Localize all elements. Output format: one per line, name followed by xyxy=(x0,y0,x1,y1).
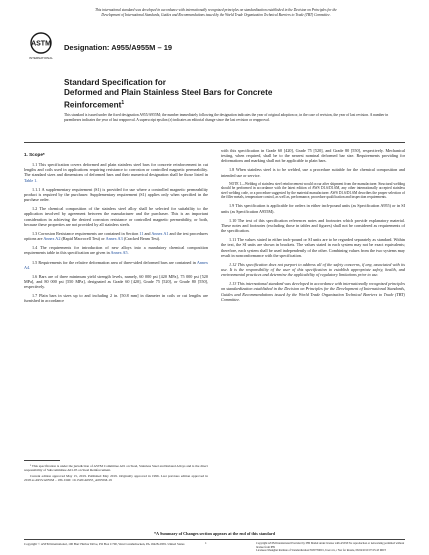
paragraph-1-1-1: 1.1.1 A supplementary requirement (S1) is provided for use where a controlled magnetic permeability product is required by the purchaser. Supplementary requirement (S1) applies only when specified in the purchase order. xyxy=(24,186,208,203)
paragraph-1-5 xyxy=(24,260,208,270)
p1-3-text-a: 1.3 Corrosion Resistance requirements are contained in Section xyxy=(32,230,139,236)
astm-logo-icon xyxy=(28,32,54,64)
left-column xyxy=(24,148,208,308)
header-divider xyxy=(24,142,405,143)
link-annex-a2[interactable]: Annex A2 xyxy=(43,236,61,242)
paragraph-1-1 xyxy=(24,162,208,183)
international-standard-notice xyxy=(24,8,408,18)
license-stamp xyxy=(256,542,406,553)
title-footnote-ref[interactable]: 1 xyxy=(121,100,125,106)
paragraph-1-4 xyxy=(24,245,208,255)
title-line-3-text: Reinforcement xyxy=(64,100,122,110)
paragraph-1-11: 1.11 The values stated in either inch-pound or SI units are to be regarded separately as standard. Within the text, the SI units are shown in brackets. The values stated in each system may not be exact equivalents; therefore, each system shall be used independently of the other. Combining values from the two systems may result in nonconformance with the specification. xyxy=(221,237,405,258)
p1-3-text-d: (Rapid Macrocell Test) or xyxy=(61,236,105,242)
note-1: NOTE 1—Welding of stainless steel reinforcement would occur after shipment from the manufacturer. Structural welding should be performed in accordance with the latest edition of AWS D1.6/D1.6M, any other internationally accepted stainless steel welding code, or a procedure suggested by the material manufacturer. AWS D1.6/D1.6M describes the proper selection of the filler metals, temperature control, as well as, performance, procedure qualification and inspection requirements. xyxy=(221,181,405,199)
link-annex-a5[interactable]: Annex A5. xyxy=(110,250,129,256)
summary-of-changes-note: *A Summary of Changes section appears at the end of this standard xyxy=(153,531,276,536)
issuance-note: This standard is issued under the fixed designation A955/A955M; the number immediately following the designation indicates the year of original adoption or, in the case of revision, the year of last revision. A number in parentheses indicates the year of last reapproval. A superscript epsilon (ε) indicates an editorial change since the last revision or reapproval. xyxy=(64,113,389,122)
p1-1-text: 1.1 This specification covers deformed and plain stainless steel bars for concrete reinforcement in cut lengths and coils used in applications requiring resistance to corrosion or controlled magnetic permeability. The standard sizes and dimensions of deformed bars and their numerical designation shall be those listed in xyxy=(24,162,208,178)
paragraph-1-6: 1.6 Bars are of three minimum yield strength levels, namely, 60 000 psi [420 MPa], 75 000 psi [520 MPa], and 80 000 psi [550 MPa], designated as Grade 60 [420], Grade 75 [520], or Grade 80 [550], respectively. xyxy=(24,273,208,290)
footer-divider xyxy=(24,539,405,540)
link-annex-a1[interactable]: Annex A1 xyxy=(151,230,169,236)
paragraph-1-12: 1.12 This specification does not purport to address all of the safety concerns, if any, associated with its use. It is the responsibility of the user of this specification to establish appropriate safety, health, and environmental practices and determine the applicability of regulatory limitations prior to use. xyxy=(221,261,405,278)
paragraph-1-8: 1.8 When stainless steel is to be welded, use a procedure suitable for the chemical composition and intended use or service. xyxy=(221,167,405,178)
paragraph-1-2: 1.2 The chemical composition of the stainless steel alloy shall be selected for suitability to the application involved by agreement between the manufacturer and the purchaser. This is an important consideration in achieving the desired corrosion resistance or controlled magnetic permeability, or both, because these properties are not provided by all stainless steels. xyxy=(24,206,208,227)
notice-line-1: This international standard was developed in accordance with internationally recognized principles on standardization established in the Decision on Principles for the xyxy=(95,8,337,12)
link-table-1[interactable]: Table 1. xyxy=(24,177,38,183)
title-line-2: Deformed and Plain Stainless Steel Bars for Concrete xyxy=(64,88,273,97)
paragraph-1-13: 1.13 This international standard was developed in accordance with internationally recognized principles on standardization established in the Decision on Principles for the Development of International Standards, Guides and Recommendations issued by the World Trade Organization Technical Barriers to Trade (TBT) Committee. xyxy=(221,281,405,302)
p1-3-text-c: and the test procedures options are xyxy=(24,230,209,242)
footnote-divider xyxy=(24,460,60,461)
p1-4-text: 1.4 The requirements for introduction of new alloys into a mandatory chemical composition requirements table in this specification are given in xyxy=(24,245,208,256)
paragraph-1-3 xyxy=(24,231,208,241)
right-column xyxy=(221,148,405,306)
title-line-1: Standard Specification for xyxy=(64,78,166,87)
link-annex-a4[interactable]: Annex A4. xyxy=(24,259,208,270)
astm-logo xyxy=(28,32,54,64)
p1-5-text: 1.5 Requirements for the relative deformation area of three-sided deformed bars are contained in xyxy=(32,259,196,265)
standard-title xyxy=(64,78,344,111)
license-line-b: Licensee=Shanghai Institute of Standardization/5930739001, User=xx, r Not for Resale, 06/04/2019 07:25:43 MDT xyxy=(256,549,386,553)
paragraph-1-10: 1.10 The text of this specification references notes and footnotes which provide explanatory material. These notes and footnotes (excluding those in tables and figures) shall not be considered as requirements of the specification. xyxy=(221,217,405,234)
p1-3-text-b: and xyxy=(144,230,151,236)
notice-line-2: Development of International Standards, Guides and Recommendations issued by the World Trade Organization Technical Barriers to Trade (TBT) Committee. xyxy=(101,13,331,17)
footnotes xyxy=(24,464,208,484)
paragraph-1-7: 1.7 Plain bars in sizes up to and including 2 in. [50.8 mm] in diameter in coils or cut lengths are furnished in accordance xyxy=(24,293,208,304)
link-annex-a3[interactable]: Annex A3 xyxy=(105,236,123,242)
p1-3-text-e: (Cracked Beam Test). xyxy=(123,236,161,242)
page-number: 1 xyxy=(205,541,207,545)
copyright-notice: Copyright © ASTM International, 100 Barr Harbor Drive, PO Box C700, West Conshohocken, PA 19428-2959. United States xyxy=(24,542,185,546)
paragraph-1-9: 1.9 This specification is applicable for orders in either inch-pound units (as Specification A955) or in SI units (as Specification A955M). xyxy=(221,203,405,214)
section-heading-scope: 1. Scope* xyxy=(24,152,45,157)
paragraph-1-7-continued: with this specification in Grade 60 [420], Grade 75 [520], and Grade 80 [550], respectively. Mechanical testing, when required, shall be to the nearest nominal deformed bar size. Requirements providing for deformations and marking shall not be applicable to plain bars. xyxy=(221,148,405,164)
footnote-edition: Current edition approved May 15, 2019. Published May 2019. Originally approved in 1996. Last previous edition approved in 2018 as A955/A955M – 18b. DOI: 10.1520/A0955_A0955M-19 xyxy=(24,474,208,483)
license-line-a: Copyright ASTM International Provided by IHS Markit under license with ASTM No reproduction or networking permitted without license from IHS xyxy=(256,542,405,549)
logo-letters: ASTM xyxy=(31,40,51,48)
footnote-1: ¹ This specification is under the jurisdiction of ASTM Committee A01 on Steel, Stainless Steel and Related Alloys and is the direct responsibility of Subcommittee A01.05 on Steel Reinforcement. xyxy=(24,464,208,473)
title-line-3 xyxy=(64,98,344,111)
link-section-11[interactable]: 11 xyxy=(139,230,144,236)
designation: Designation: A955/A955M – 19 xyxy=(64,43,173,52)
logo-subtext: INTERNATIONAL xyxy=(29,56,53,60)
